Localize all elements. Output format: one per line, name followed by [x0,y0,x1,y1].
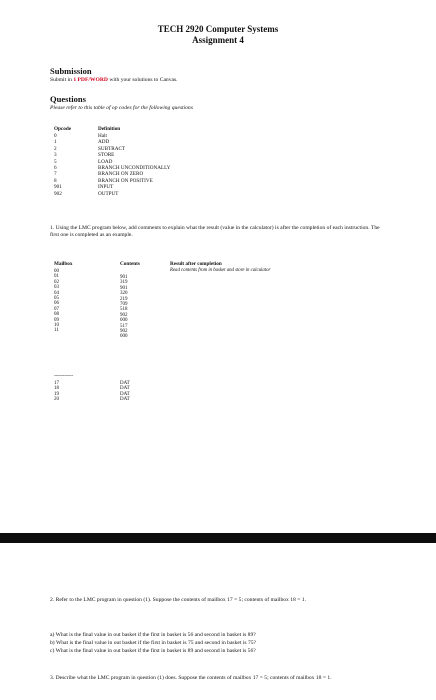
question-2-text: 2. Refer to the LMC program in question (1). Suppose the contents of mailbox 17 = 5; contents of mailbox 18 = 1. [50,597,306,603]
mailbox-contents: DAT [120,386,130,392]
mailbox-contents: 000 [120,318,128,324]
submission-text [50,77,178,83]
mailbox-contents: 219 [120,296,128,302]
document-title: TECH 2920 Computer Systems [157,24,279,34]
mailbox-contents: 000 [120,334,128,340]
definition-cell: Halt [98,133,107,139]
opcode-cell: 5 [54,158,57,165]
mailbox-column-header: Mailbox [54,261,73,267]
mailbox-contents: 320 [120,291,128,297]
definition-cell: BRANCH ON ZERO [98,171,144,178]
mailbox-number: 03 [54,285,59,291]
opcode-cell: 0 [54,133,57,139]
mailbox-number: 17 [54,381,59,386]
opcode-cell: 901 [54,184,62,191]
definition-cell: OUTPUT [98,190,119,197]
question-2a: a) What is the final value in out basket if the first in basket is 56 and second in basket is 89? [50,632,256,638]
opcode-cell: 3 [54,152,57,159]
question-2b: b) What is the final value in out basket if the first in basket is 75 and second in basket is 75? [50,640,257,646]
mailbox-number: 05 [54,295,59,301]
mailbox-contents: 517 [120,323,128,329]
opcode-cell: 8 [54,177,57,184]
definition-cell: INPUT [98,184,114,191]
definition-cell: SUBTRACT [98,145,126,152]
submission-heading: Submission [50,66,92,76]
question-1-text: 1. Using the LMC program below, add comments to explain what the result (value in the calculator) is after the completion of each instruction. The first one is completed as an example. [50,225,380,238]
submission-text-after: with your solutions to Canvas. [107,77,178,83]
opcode-column-header: Opcode [54,126,72,132]
table-row [54,191,171,197]
mailbox-contents: 319 [120,280,128,286]
mailbox-number: 10 [54,322,59,328]
submission-format-highlight: 1 PDF/WORD [73,77,108,83]
mailbox-number: 11 [54,328,59,334]
document-subtitle: Assignment 4 [192,35,244,45]
mailbox-contents: DAT [120,391,130,397]
question-3-text: 3. Describe what the LMC program in question (1) does. Suppose the contents of mailbox 17 = 5; contents of mailbox 18 = 1. [50,675,332,681]
opcode-cell: 2 [54,145,57,152]
contents-column-header: Contents [120,261,140,267]
opcode-cell: 7 [54,171,57,178]
mailbox-list-b [54,381,59,403]
mailbox-number: 09 [54,317,59,323]
mailbox-contents: 709 [120,301,128,307]
mailbox-number: 08 [54,312,59,318]
submission-text-before: Submit in [50,77,74,83]
page-divider-bar [0,533,436,543]
result-column-header: Result after completion [170,261,222,267]
mailbox-number: 02 [54,279,59,285]
mailbox-number: 00 [54,269,59,274]
question-2c: c) What is the final value in out basket if the first in basket is 89 and second in basket is 56? [50,648,256,654]
mailbox-contents: DAT [120,381,130,386]
definition-cell: BRANCH ON POSITIVE [98,177,153,184]
opcode-table [54,126,171,197]
opcode-cell: 1 [54,139,57,146]
mailbox-contents: 902 [120,312,128,318]
questions-heading: Questions [50,94,86,104]
definition-cell: ADD [98,139,110,146]
definition-cell: LOAD [98,158,113,165]
mailbox-separator: ------------- [54,374,74,379]
contents-list-b [120,381,130,403]
mailbox-number: 07 [54,306,59,312]
mailbox-number: 18 [54,386,59,392]
example-result-comment: Read contents from in basket and store in calculator [170,268,271,273]
mailbox-contents: 901 [120,285,128,291]
questions-instruction: Please refer to this table of op codes for the following questions [50,105,193,111]
contents-list-a [120,275,128,340]
mailbox-number: 01 [54,274,59,280]
definition-cell: STORE [98,152,115,159]
definition-column-header: Definition [98,126,121,132]
opcode-cell: 902 [54,190,62,197]
mailbox-number: 06 [54,301,59,307]
mailbox-list-a [54,269,59,334]
mailbox-number: 19 [54,391,59,397]
mailbox-contents: DAT [120,397,130,403]
mailbox-contents: 518 [120,307,128,313]
definition-cell: BRANCH UNCONDITIONALLY [98,165,171,172]
opcode-table-header [54,126,171,133]
mailbox-number: 20 [54,397,59,403]
mailbox-contents: 901 [120,275,128,280]
mailbox-contents: 902 [120,328,128,334]
opcode-cell: 6 [54,165,57,172]
mailbox-number: 04 [54,290,59,296]
